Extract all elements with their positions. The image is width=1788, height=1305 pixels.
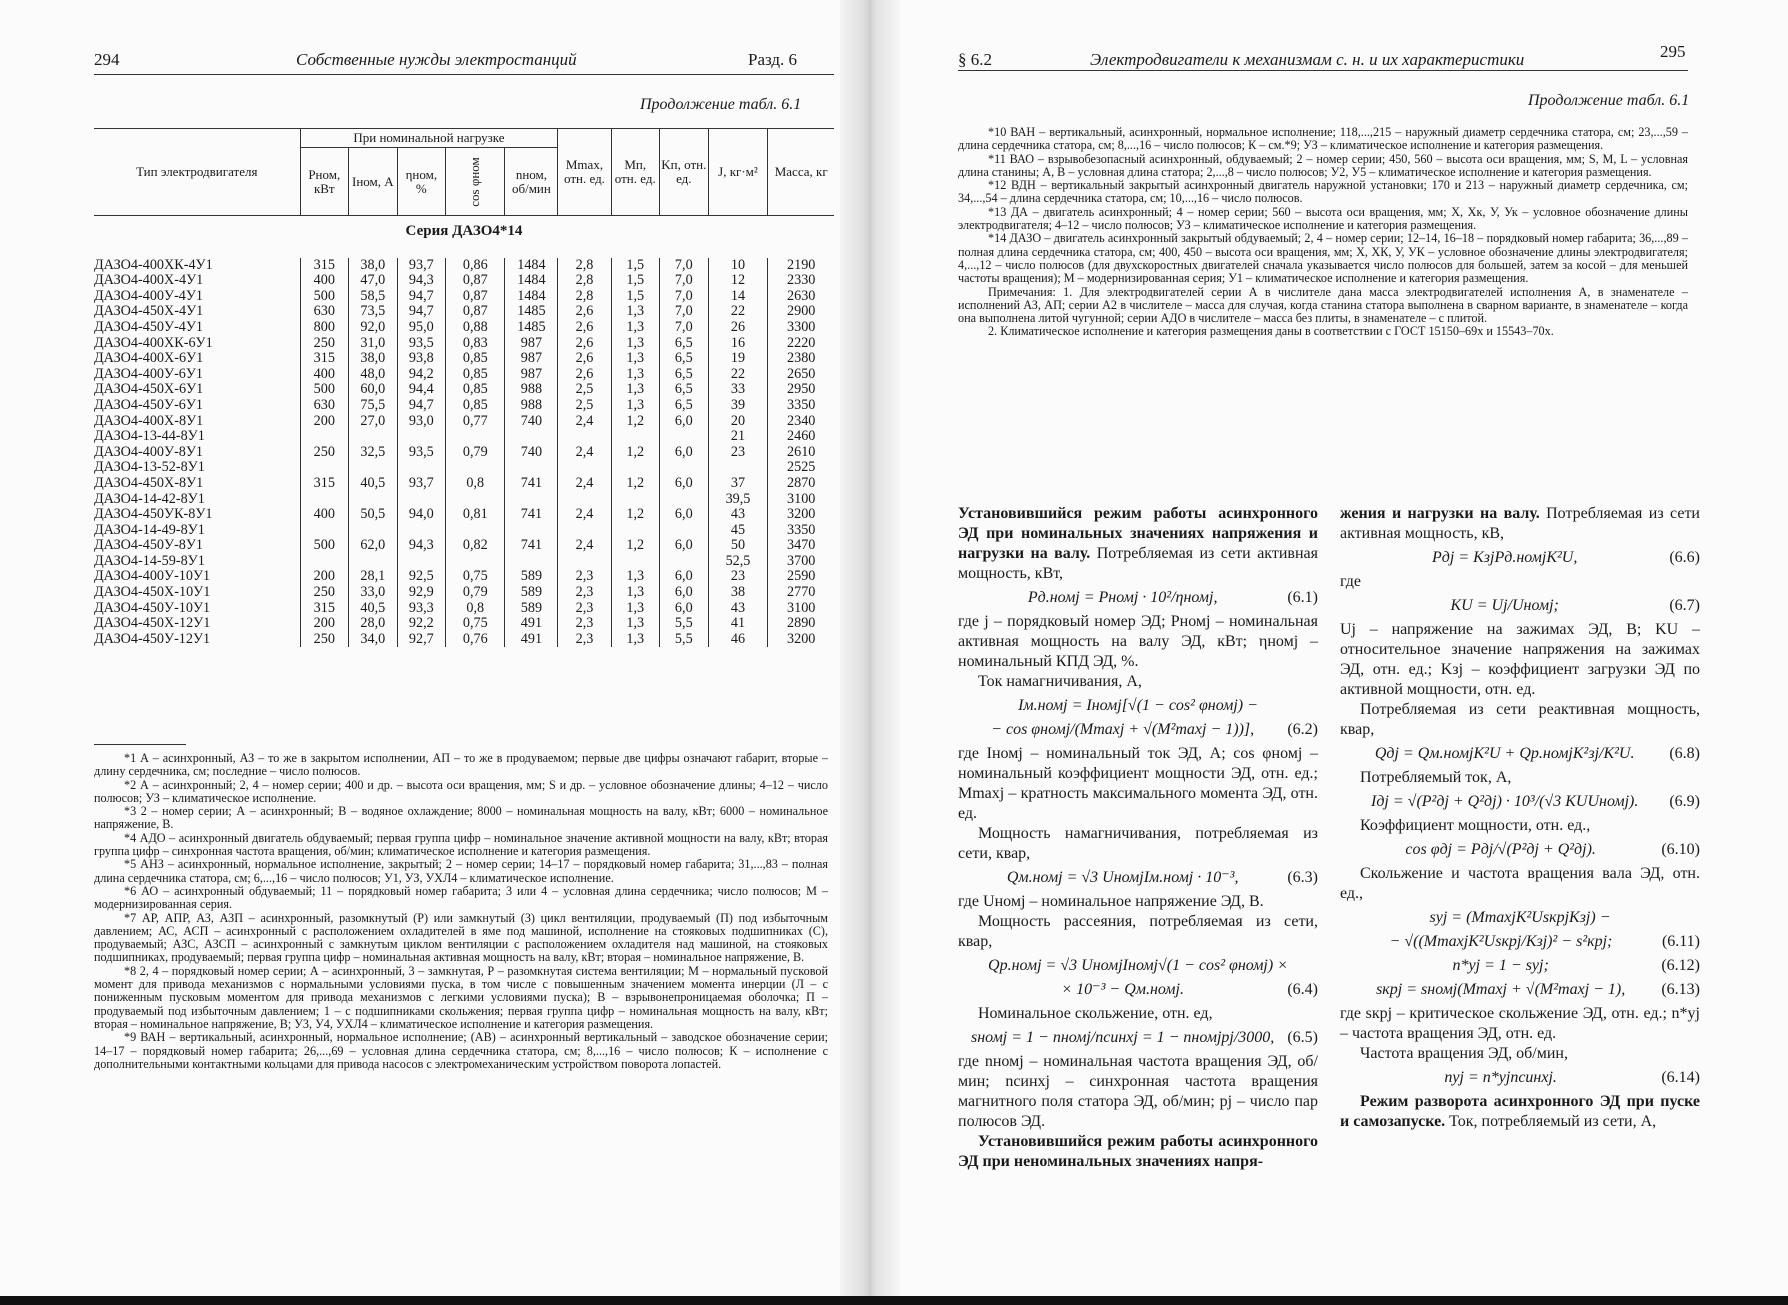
paragraph: Мощность намагничивания, потребляемая из сети, квар,: [958, 825, 1318, 862]
table-row: ДАЗО4-13-52-8У1 2525: [94, 460, 834, 476]
section-label: Разд. 6: [748, 50, 798, 69]
note: *14 ДАЗО – двигатель асинхронный закрытый обдуваемый; 2, 4 – номер серии; 12–14, 16–18 – порядковый номер габарита; 36,...,89 – полная длина сердечника статора, см; 400, 450 – высота оси вращения, мм; Х, ХК, У, УК – условное обозначение длины электродвигателя; 4,...,12 – число полюсов (для двухскоростных двигателей сначала указывается число полюсов для большей, затем за косой – для меньшей частоты вращения); М – модернизированная серия; У1 – климатическое исполнение и категория размещения.: [958, 231, 1688, 286]
heading-nonnominal-mode: Установившийся режим работы асинхронного ЭД при неноминальных значениях напря-: [958, 1133, 1318, 1170]
note: Примечания: 1. Для электродвигателей серии А в числителе дана масса электродвигателей исполнения А, в знаменателе – исполнений АЗ, АП; серии А2 в числителе – масса для случая, когда станина статора выполнена в сварном варианте, в знаменателе – когда она выполнена литой чугунной; серии АДО в числителе – масса без плиты, в знаменателе – с плитой.: [958, 284, 1688, 326]
book-gutter: [840, 0, 900, 1305]
table-row: ДАЗО4-14-59-8У1 52,5 3700: [94, 554, 834, 570]
paragraph: Ток намагничивания, А,: [978, 673, 1142, 690]
col-mass: Масса, кг: [768, 129, 834, 216]
equation-6-7: KU = Uj/Uномj; (6.7): [1450, 597, 1700, 614]
table-row: ДАЗО4-400Х-6У1 315 38,0 93,8 0,85 987 2,6 1,3 6,5 19 2380: [94, 351, 834, 367]
running-head: Собственные нужды электростанций: [296, 50, 577, 69]
col-mp: Mп, отн. ед.: [611, 129, 660, 216]
page-number: 295: [1660, 42, 1686, 61]
paragraph: где: [1340, 573, 1362, 590]
equation-6-13: sкрj = sномj(Mmaxj + √(M²maxj − 1), (6.13): [1376, 981, 1700, 998]
table-notes: [958, 126, 1688, 339]
equation-6-11b: − √((MmaxjK²Usкрj/Kзj)² − s²крj; (6.11): [1389, 933, 1700, 950]
continuation-label: Продолжение табл. 6.1: [1528, 92, 1690, 109]
equation-6-4a: Qр.номj = √3 UномjIномj√(1 − cos² φномj) ×: [988, 957, 1288, 974]
footnote: *9 ВАН – вертикальный, асинхронный, нормальное исполнение; (АВ) – асинхронный вертикальный – заводское обозначение серии; 14–17 – порядковый номер габарита; 26,...,69 – условная длина сердечника статора, см; 8,...,16 – число полюсов; К – исполнение с дополнительными контактными кольцами для привода насосов с электромеханическим устройством поворота лопастей.: [94, 1030, 828, 1071]
col-j: J, кг·м²: [708, 129, 768, 216]
equation-6-10: cos φдj = Pдj/√(P²дj + Q²дj). (6.10): [1405, 841, 1700, 858]
equation-6-12: n*yj = 1 − syj; (6.12): [1452, 957, 1700, 974]
equation-6-14: nyj = n*yjnсинхj. (6.14): [1444, 1069, 1700, 1086]
equation-6-8: Qдj = Qм.номjK²U + Qр.номjK²зj/K²U. (6.8): [1374, 745, 1700, 762]
note: *11 ВАО – взрывобезопасный асинхронный, обдуваемый; 2 – номер серии; 450, 560 – высота оси вращения, мм; S, M, L – условная длина станины; А, В – условная длина статора; 2,...,8 – число полюсов; У2, У5 – климатическое исполнение и категория размещения.: [958, 151, 1688, 179]
footnote: *1 А – асинхронный, АЗ – то же в закрытом исполнении, АП – то же в продуваемом; первые две цифры означают габарит, вторые – длину сердечника, см; последние – число полюсов.: [94, 751, 828, 779]
footnote: *3 2 – номер серии; А – асинхронный; В – водяное охлаждение; 8000 – номинальная мощность на валу, кВт; 6000 – номинальное напряжение, В.: [94, 804, 828, 832]
table-row: ДАЗО4-13-44-8У1 21 2460: [94, 429, 834, 445]
page-number: 294: [94, 50, 120, 69]
table-row: ДАЗО4-450УК-8У1 400 50,5 94,0 0,81 741 2,4 1,2 6,0 43 3200: [94, 507, 834, 523]
equation-6-1: Pд.номj = Pномj · 10²/ηномj, (6.1): [1027, 589, 1318, 606]
motor-table: [94, 128, 834, 647]
equation-6-4b: × 10⁻³ − Qм.номj. (6.4): [1061, 981, 1318, 998]
footnote-rule: [94, 744, 186, 745]
paragraph: где nномj – номинальная частота вращения ЭД, об/мин; nсинхj – синхронная частота вращения магнитного поля статора ЭД, об/мин; pj – число пар полюсов ЭД.: [958, 1053, 1318, 1130]
header-rule: [94, 74, 834, 75]
equation-6-6: Pдj = KзjPд.номjK²U, (6.6): [1432, 549, 1700, 566]
note: *13 ДА – двигатель асинхронный; 4 – номер серии; 560 – высота оси вращения, мм; Х, Хк, У, Ук – условное обозначение длины электродвигателя; 4–12 – число полюсов; УЗ – климатическое исполнение и категория размещения.: [958, 204, 1688, 233]
table-row: ДАЗО4-400У-10У1 200 28,1 92,5 0,75 589 2,3 1,3 6,0 23 2590: [94, 569, 834, 585]
table-row: ДАЗО4-450Х-8У1 315 40,5 93,7 0,8 741 2,4 1,2 6,0 37 2870: [94, 476, 834, 492]
col-type: Тип электродвигателя: [94, 129, 300, 216]
heading-continuation: жения и нагрузки на валу.: [1340, 505, 1540, 522]
paragraph: Uj – напряжение на зажимах ЭД, В; KU – относительное значение напряжения на зажимах ЭД, отн. ед.; Kзj – коэффициент загрузки ЭД по активной мощности, отн. ед.: [1340, 621, 1700, 698]
footnote: *4 АДО – асинхронный двигатель обдуваемый; первая группа цифр – номинальное значение активной мощности на валу, кВт; вторая группа цифр – синхронная частота вращения, об/мин; климатическое исполнение и категория размещения.: [94, 830, 828, 859]
col-mmax: Mmax, отн. ед.: [558, 129, 611, 216]
table-row: ДАЗО4-14-42-8У1 39,5 3100: [94, 492, 834, 508]
table-row: ДАЗО4-400У-8У1 250 32,5 93,5 0,79 740 2,4 1,2 6,0 23 2610: [94, 445, 834, 461]
footnote: *5 АНЗ – асинхронный, нормальное исполнение, закрытый; 2 – номер серии; 14–17 – порядковый номер габарита; 31,...,83 – полная длина сердечника статора, см; 6,...,16 – число полюсов; У1, УЗ, УХЛ4 – климатическое исполнение.: [94, 857, 828, 885]
equation-6-9: Iдj = √(P²дj + Q²дj) · 10³/(√3 KUUномj). (6.9): [1371, 793, 1700, 810]
running-head: Электродвигатели к механизмам с. н. и их характеристики: [1090, 50, 1525, 69]
paragraph: Мощность рассеяния, потребляемая из сети, квар,: [958, 913, 1318, 950]
left-page: [0, 0, 880, 1305]
footnote: *6 АО – асинхронный обдуваемый; 11 – порядковый номер габарита; 3 или 4 – условная длина сердечника; число полюсов; М – модернизированная серия.: [94, 883, 828, 912]
table-row: ДАЗО4-450У-12У1 250 34,0 92,7 0,76 491 2,3 1,3 5,5 46 3200: [94, 632, 834, 648]
continuation-label: Продолжение табл. 6.1: [640, 96, 802, 113]
footnote: *8 2, 4 – порядковый номер серии; А – асинхронный, 3 – замкнутая, Р – разомкнутая система вентиляции; М – нормальный пусковой момент для привода механизмов с нормальными условиями пуска, в том числе с повышенным значением момента инерции (Л – с пониженным пусковым моментом для привода механизмов с легкими условиями пуска); В – взрывонепроницаемая оболочка; П – продуваемый под избыточным давлением; 1 – с подшипниками скольжения; первая группа цифр – номинальная мощность на валу, кВт; вторая – номинальное напряжение, В; У3, У4, УХЛ4 – климатическое исполнение и категория размещения.: [94, 963, 828, 1031]
heading-startup-mode: Режим разворота асинхронного ЭД при пуске и самозапуске.: [1340, 1093, 1700, 1130]
table-row: ДАЗО4-450Х-4У1 630 73,5 94,7 0,87 1485 2,6 1,3 7,0 22 2900: [94, 304, 834, 320]
table-row: ДАЗО4-450Х-10У1 250 33,0 92,9 0,79 589 2,3 1,3 6,0 38 2770: [94, 585, 834, 601]
table-row: ДАЗО4-14-49-8У1 45 3350: [94, 523, 834, 539]
equation-6-11a: syj = (MmaxjK²UsкрjKзj) −: [1429, 909, 1611, 926]
paragraph: Потребляемый ток, А,: [1360, 769, 1512, 786]
footnotes: [94, 752, 828, 1071]
paragraph: где sкрj – критическое скольжение ЭД, отн. ед.; n*yj – частота вращения ЭД, отн. ед.: [1340, 1005, 1700, 1042]
table-row: ДАЗО4-450У-4У1 800 92,0 95,0 0,88 1485 2,6 1,3 7,0 26 3300: [94, 320, 834, 336]
table-row: ДАЗО4-400Х-4У1 400 47,0 94,3 0,87 1484 2,8 1,5 7,0 12 2330: [94, 273, 834, 289]
section-label: § 6.2: [958, 50, 992, 69]
equation-6-2a: Iм.номj = Iномj[√(1 − cos² φномj) −: [1018, 697, 1258, 714]
table-row: ДАЗО4-450У-10У1 315 40,5 93,3 0,8 589 2,3 1,3 6,0 43 3100: [94, 601, 834, 617]
text-column-right: жения и нагрузки на валу. Потребляемая из сети активная мощность, кВ, Pдj = KзjPд.номjK²U, (6.6) где KU = Uj/Uномj; (6.7) Uj – напряжение на зажимах ЭД, В; KU – относительное значение напряжения на зажимах ЭД, отн. ед.; Kзj – коэффициент загрузки ЭД по активной мощности, отн. ед. Потребляемая из сети реактивная мощность, квар, Qдj = Qм.номjK²U + Qр.номjK²зj/K²U. (6.8) Потребляемый ток, А, Iдj = √(P²дj + Q²дj) · 10³/(√3 KUUномj). (6.9) Коэффициент мощности, отн. ед., cos φдj = Pдj/√(P²дj + Q²дj). (6.10) Скольжение и частота вращения вала ЭД, отн. ед., syj = (MmaxjK²UsкрjKзj) − − √((MmaxjK²Usкрj/Kзj)² − s²крj; (6.11) n*yj = 1 − syj; (6.12) sкрj = sномj(Mmaxj + √(M²maxj − 1), (6.13) где sкрj – критическое скольжение ЭД, отн. ед.; n*yj – частота вращения ЭД, отн. ед. Частота вращения ЭД, об/мин, nyj = n*yjnсинхj. (6.14) Режим разворота асинхронного ЭД при пуске и самозапуске. Ток, потребляемый из сети, А,: [1340, 505, 1700, 1130]
table-row: ДАЗО4-450Х-6У1 500 60,0 94,4 0,85 988 2,5 1,3 6,5 33 2950: [94, 382, 834, 398]
col-eta: ηном, %: [397, 148, 446, 216]
paragraph: Частота вращения ЭД, об/мин,: [1360, 1045, 1568, 1062]
table-row: ДАЗО4-400Х-8У1 200 27,0 93,0 0,77 740 2,4 1,2 6,0 20 2340: [94, 414, 834, 430]
table-row: ДАЗО4-400У-4У1 500 58,5 94,7 0,87 1484 2,8 1,5 7,0 14 2630: [94, 289, 834, 305]
scan-edge: [0, 1296, 1788, 1305]
header-rule: [958, 70, 1688, 71]
note: *12 ВДН – вертикальный закрытый асинхронный двигатель наружной установки; 170 и 213 – наружный диаметр сердечника, см; 34,...,54 – длина сердечника статора, см; 10,...,16 – число полюсов.: [958, 178, 1688, 206]
table-row: ДАЗО4-400ХК-6У1 250 31,0 93,5 0,83 987 2,6 1,3 6,5 16 2220: [94, 336, 834, 352]
paragraph: где Iномj – номинальный ток ЭД, А; cos φномj – номинальный коэффициент мощности ЭД, отн. ед.; Mmaxj – кратность максимального момента ЭД, отн. ед.: [958, 745, 1318, 822]
col-group-nominal: При номинальной нагрузке: [300, 129, 558, 148]
note: *10 ВАН – вертикальный, асинхронный, нормальное исполнение; 118,...,215 – наружный диаметр сердечника статора, см; 23,...,59 – длина сердечника статора, см; 8,...,16 – число полюсов; К – см.*9; УЗ – климатическое исполнение и категория размещения.: [958, 125, 1688, 153]
paragraph: Потребляемая из сети реактивная мощность, квар,: [1340, 701, 1700, 738]
paragraph: Номинальное скольжение, отн. ед,: [978, 1005, 1213, 1022]
col-p: Pном, кВт: [300, 148, 349, 216]
heading-nominal-mode: Установившийся режим работы асинхронного ЭД при номинальных значениях напряжения и нагрузки на валу.: [958, 505, 1318, 562]
table-row: ДАЗО4-400ХК-4У1 315 38,0 93,7 0,86 1484 2,8 1,5 7,0 10 2190: [94, 258, 834, 274]
equation-6-2b: − cos φномj/(Mmaxj + √(M²maxj − 1))], (6.2): [991, 721, 1318, 738]
paragraph: Коэффициент мощности, отн. ед.,: [1360, 817, 1591, 834]
col-kp: Kп, отн. ед.: [660, 129, 709, 216]
note: 2. Климатическое исполнение и категория размещения даны в соответствии с ГОСТ 15150–69x и 15543–70x.: [988, 324, 1554, 339]
table-row: ДАЗО4-450У-8У1 500 62,0 94,3 0,82 741 2,4 1,2 6,0 50 3470: [94, 538, 834, 554]
paragraph: Скольжение и частота вращения вала ЭД, отн. ед.,: [1340, 865, 1700, 902]
equation-6-3: Qм.номj = √3 UномjIм.номj · 10⁻³, (6.3): [1006, 869, 1318, 886]
equation-6-5: sномj = 1 − nномj/nсинхj = 1 − nномjpj/3000, (6.5): [971, 1029, 1318, 1046]
footnote: *2 А – асинхронный; 2, 4 – номер серии; 400 и др. – высота оси вращения, мм; S и др. – условное обозначение длины; 4–12 – число полюсов; УЗ – климатическое исполнение.: [94, 777, 828, 805]
table-row: ДАЗО4-450У-6У1 630 75,5 94,7 0,85 988 2,5 1,3 6,5 39 3350: [94, 398, 834, 414]
text-column-left: Установившийся режим работы асинхронного ЭД при номинальных значениях напряжения и нагрузки на валу. Потребляемая из сети активная мощность, кВт, Pд.номj = Pномj · 10²/ηномj, (6.1) где j – порядковый номер ЭД; Pномj – номинальная активная мощность на валу ЭД, кВт; ηномj – номинальный КПД ЭД, %. Ток намагничивания, А, Iм.номj = Iномj[√(1 − cos² φномj) − − cos φномj/(Mmaxj + √(M²maxj − 1))], (6.2) где Iномj – номинальный ток ЭД, А; cos φномj – номинальный коэффициент мощности ЭД, отн. ед.; Mmaxj – кратность максимального момента ЭД, отн. ед. Мощность намагничивания, потребляемая из сети, квар, Qм.номj = √3 UномjIм.номj · 10⁻³, (6.3) где Uномj – номинальное напряжение ЭД, В. Мощность рассеяния, потребляемая из сети, квар, Qр.номj = √3 UномjIномj√(1 − cos² φномj) × × 10⁻³ − Qм.номj. (6.4) Номинальное скольжение, отн. ед, sномj = 1 − nномj/nсинхj = 1 − nномjpj/3000, (6.5) где nномj – номинальная частота вращения ЭД, об/мин; nсинхj – синхронная частота вращения магнитного поля статора ЭД, об/мин; pj – число пар полюсов ЭД. Установившийся режим работы асинхронного ЭД при неноминальных значениях напря-: [958, 505, 1318, 1170]
series-title: Серия ДАЗО4*14: [405, 223, 523, 239]
table-row: ДАЗО4-400У-6У1 400 48,0 94,2 0,85 987 2,6 1,3 6,5 22 2650: [94, 367, 834, 383]
footnote: *7 АР, АПР, АЗ, АЗП – асинхронный, разомкнутый (Р) или замкнутый (З) цикл вентиляции, продуваемый (П) под избыточным давлением; АС, АСП – асинхронный с расположением охладителей в яме под машиной, исполнение на стояковых подшипниках (С), продуваемый; АЗС, АЗСП – асинхронный с замкнутым циклом вентиляции с расположением охладителя над машиной, на стояковых подшипниках, продуваемый; первая группа цифр – номинальная активная мощность на валу, кВт; вторая – номинальное напряжение, В.: [94, 910, 828, 965]
paragraph: где Uномj – номинальное напряжение ЭД, В.: [958, 893, 1264, 910]
paragraph: где j – порядковый номер ЭД; Pномj – номинальная активная мощность на валу ЭД, кВт; ηномj – номинальный КПД ЭД, %.: [958, 613, 1318, 670]
table-row: ДАЗО4-450Х-12У1 200 28,0 92,2 0,75 491 2,3 1,3 5,5 41 2890: [94, 616, 834, 632]
col-i: Iном, А: [349, 148, 398, 216]
col-cos: cos φном: [467, 156, 483, 207]
col-n: nном, об/мин: [505, 148, 558, 216]
